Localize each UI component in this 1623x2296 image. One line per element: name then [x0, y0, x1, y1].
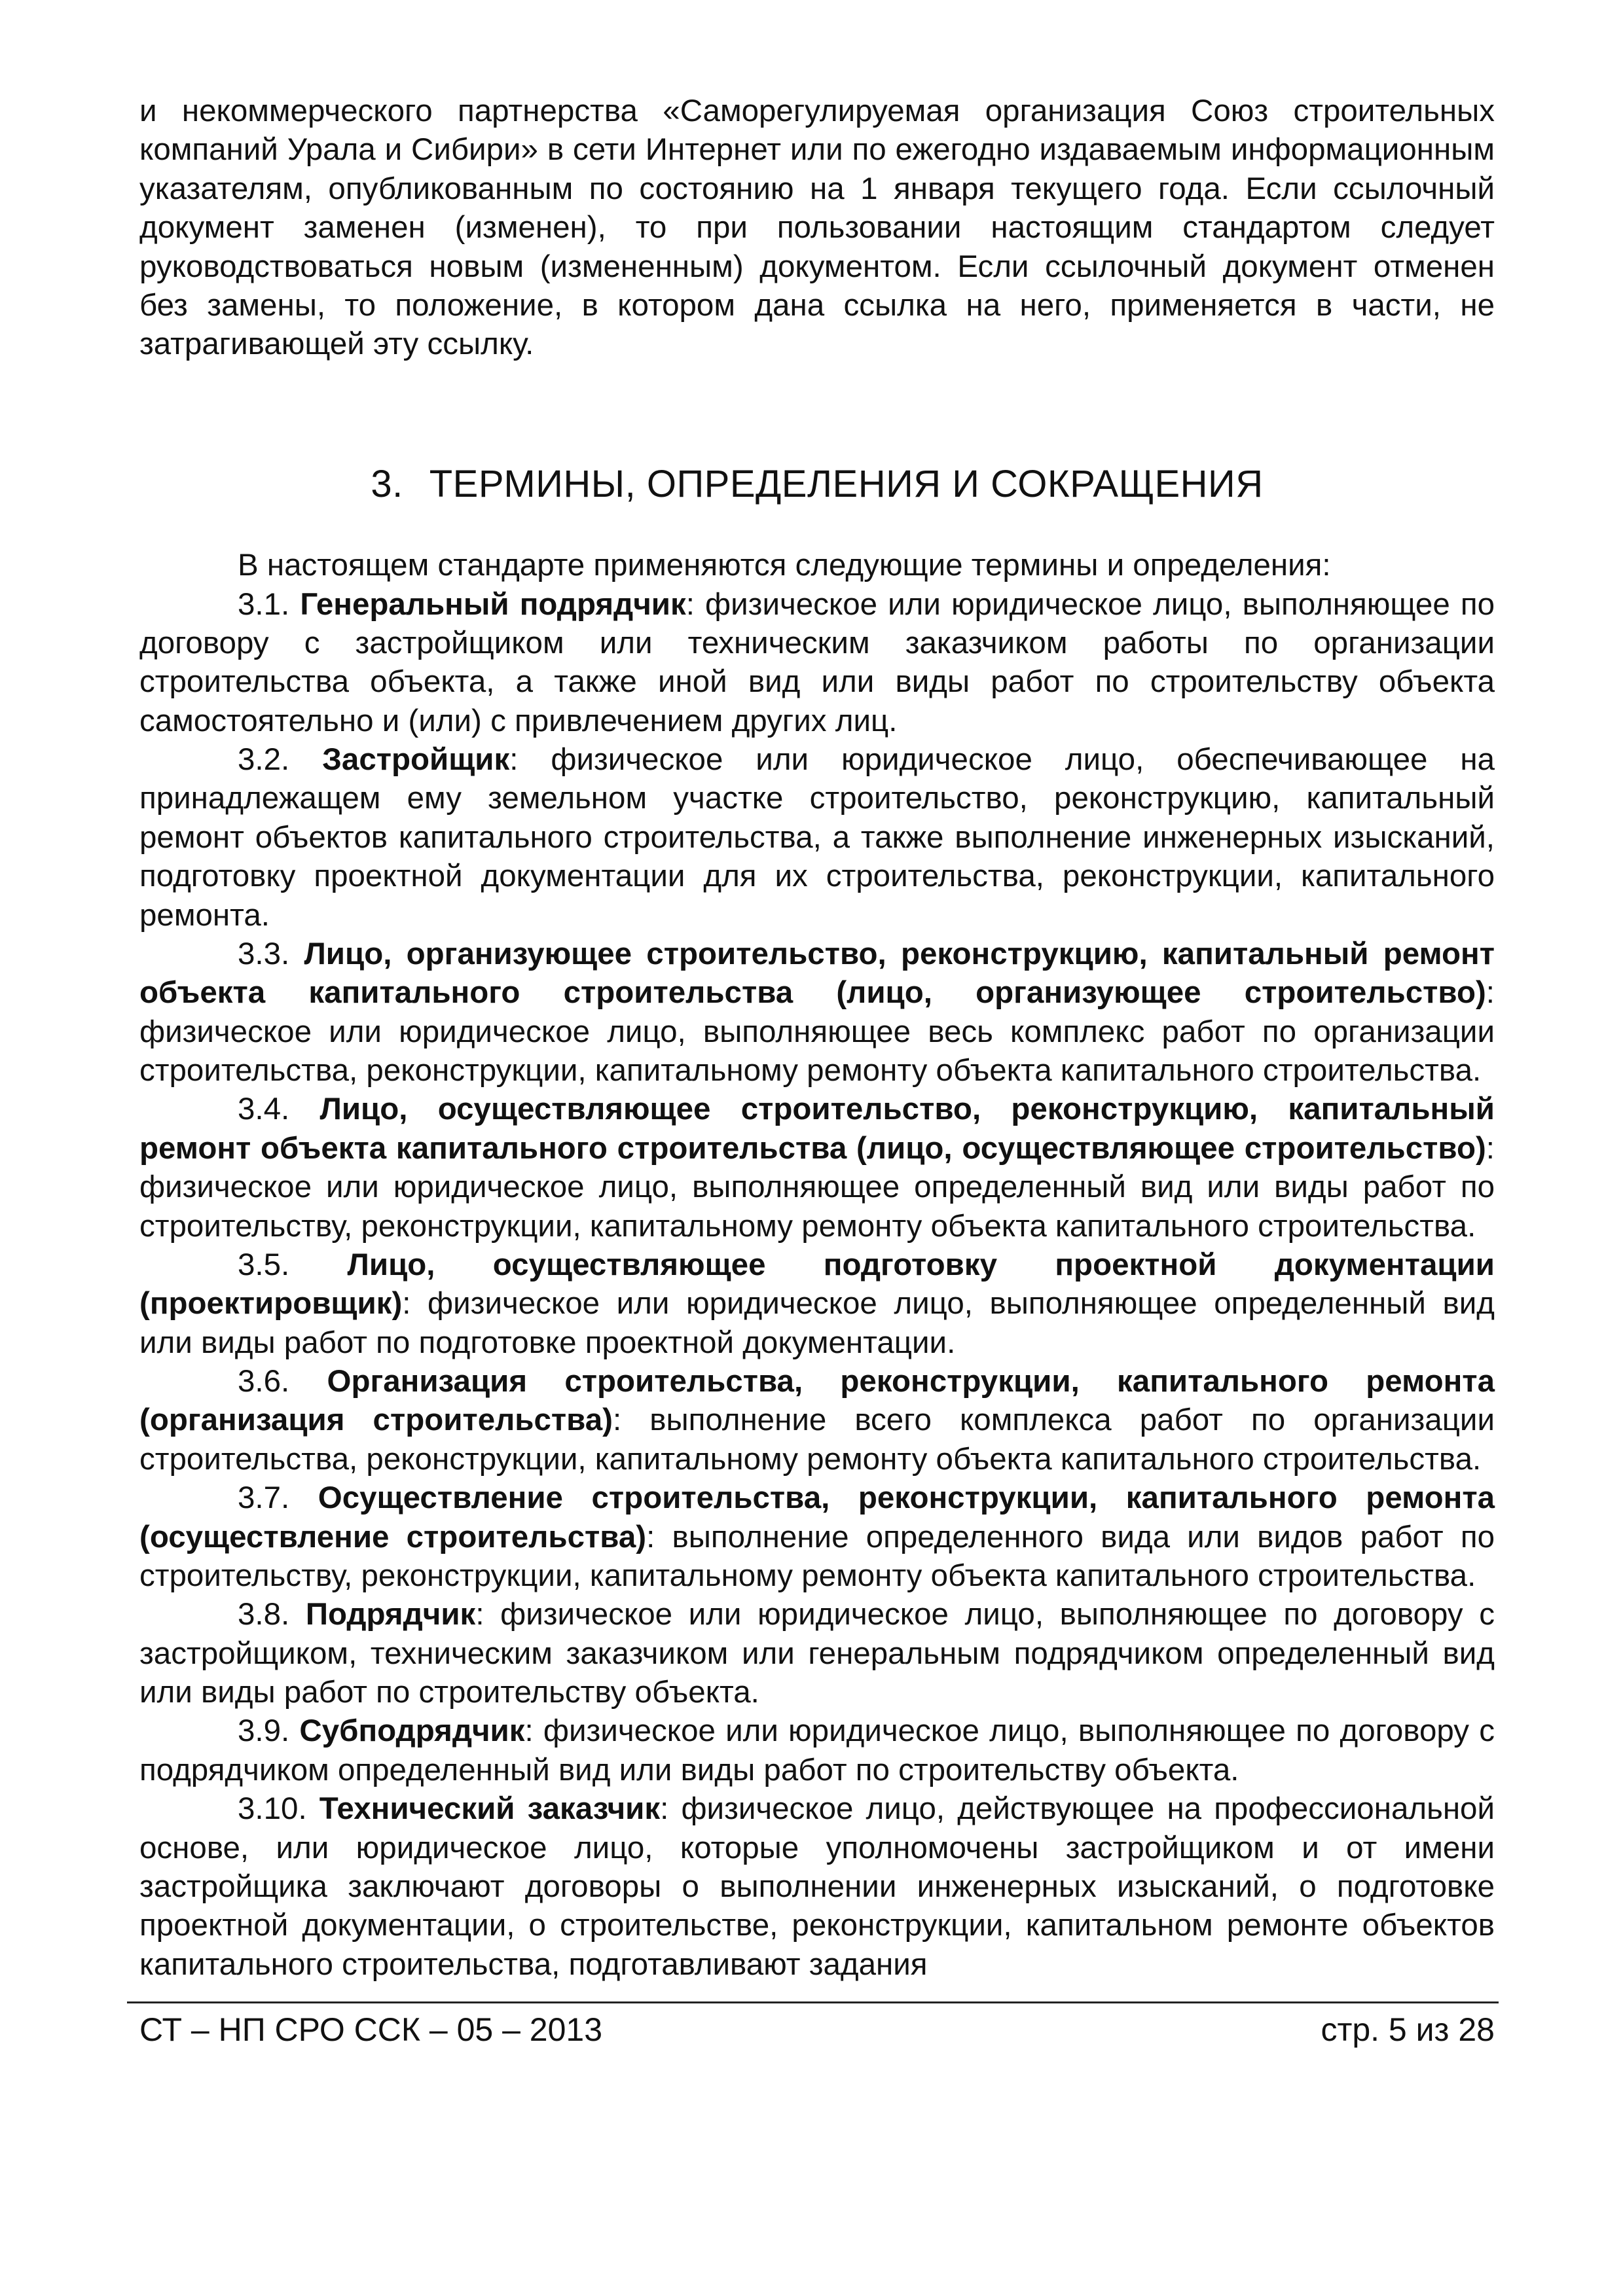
- term-item: [139, 935, 1495, 1090]
- term-item: [139, 1362, 1495, 1479]
- term-separator: :: [475, 1597, 484, 1632]
- term-item: [139, 1712, 1495, 1789]
- term-definition: физическое или юридическое лицо, выполняющее по договору с застройщиком, техническим заказчиком или генеральным подрядчиком определенный вид или виды работ по строительству объекта.: [139, 1597, 1495, 1710]
- term-separator: :: [509, 742, 519, 777]
- term-separator: :: [646, 1519, 655, 1554]
- term-item: [139, 1595, 1495, 1712]
- footer-divider: [127, 2001, 1499, 2003]
- term-separator: :: [612, 1403, 622, 1438]
- term-name: Лицо, осуществляющее подготовку проектной документации (проектировщик): [139, 1247, 1495, 1321]
- term-definition: физическое или юридическое лицо, обеспечивающее на принадлежащем ему земельном участке строительство, реконструкцию, капитальный ремонт объектов капитального строительства, а также выполнение инженерных изысканий, подготовку проектной документации для их строительства, реконструкции, капитального ремонта.: [139, 742, 1495, 933]
- term-separator: :: [660, 1791, 669, 1827]
- terms-list: [139, 585, 1495, 1984]
- intro-paragraph: и некоммерческого партнерства «Саморегулируемая организация Союз строительных компаний Урала и Сибири» в сети Интернет или по ежегодно издаваемым информационным указателям, опубликованным по состоянию на 1 января текущего года. Если ссылочный документ заменен (изменен), то при пользовании настоящим стандартом следует руководствоваться новым (измененным) документом. Если ссылочный документ отменен без замены, то положение, в котором дана ссылка на него, применяется в части, не затрагивающей эту ссылку.: [139, 94, 1495, 362]
- term-number: 3.6.: [238, 1364, 290, 1399]
- term-separator: :: [402, 1286, 411, 1321]
- term-number: 3.7.: [238, 1480, 290, 1516]
- term-name: Подрядчик: [305, 1597, 476, 1632]
- term-definition: физическое лицо, действующее на профессиональной основе, или юридическое лицо, которые уполномочены застройщиком и от имени застройщика заключают договоры о выполнении инженерных изысканий, о подготовке проектной документации, о строительстве, реконструкции, капитальном ремонте объектов капитального строительства, подготавливают задания: [139, 1791, 1495, 1982]
- term-number: 3.8.: [238, 1597, 290, 1632]
- term-item: [139, 1789, 1495, 1984]
- term-item: [139, 585, 1495, 741]
- section-lead: В настоящем стандарте применяются следующие термины и определения:: [238, 548, 1331, 583]
- term-item: [139, 1090, 1495, 1246]
- term-number: 3.4.: [238, 1092, 290, 1127]
- page-number: стр. 5 из 28: [1321, 2011, 1495, 2048]
- term-definition: физическое или юридическое лицо, выполняющее по договору с подрядчиком определенный вид или виды работ по строительству объекта.: [139, 1713, 1495, 1787]
- section-heading: [139, 461, 1495, 509]
- term-name: Застройщик: [322, 742, 510, 777]
- term-number: 3.10.: [238, 1791, 307, 1827]
- term-name: Субподрядчик: [299, 1713, 525, 1749]
- term-item: [139, 1479, 1495, 1595]
- term-number: 3.5.: [238, 1247, 290, 1282]
- term-definition: физическое или юридическое лицо, выполняющее определенный вид или виды работ по подготовке проектной документации.: [139, 1286, 1495, 1360]
- term-item: [139, 1246, 1495, 1362]
- document-code: СТ – НП СРО ССК – 05 – 2013: [139, 2011, 603, 2048]
- term-separator: :: [1486, 975, 1495, 1011]
- term-number: 3.2.: [238, 742, 290, 777]
- term-separator: :: [685, 586, 695, 622]
- term-definition: выполнение определенного вида или видов работ по строительству, реконструкции, капитальному ремонту объекта капитального строительства.: [139, 1519, 1495, 1593]
- term-number: 3.1.: [238, 586, 290, 622]
- term-number: 3.3.: [238, 936, 290, 971]
- term-name: Генеральный подрядчик: [300, 586, 686, 622]
- term-definition: физическое или юридическое лицо, выполняющее весь комплекс работ по организации строительства, реконструкции, капитальному ремонту объекта капитального строительства.: [139, 1014, 1495, 1088]
- term-name: Осуществление строительства, реконструкции, капитального ремонта (осуществление строительства): [139, 1480, 1495, 1554]
- term-name: Лицо, организующее строительство, реконструкцию, капитальный ремонт объекта капитального строительства (лицо, организующее строительство): [139, 936, 1495, 1011]
- page-content: [139, 92, 1495, 1984]
- term-separator: :: [524, 1713, 534, 1749]
- section-number: 3.: [371, 462, 403, 505]
- term-definition: физическое или юридическое лицо, выполняющее по договору с застройщиком или техническим заказчиком работы по организации строительства объекта, а также иной вид или виды работ по строительству объекта самостоятельно и (или) с привлечением других лиц.: [139, 586, 1495, 738]
- term-item: [139, 740, 1495, 935]
- section-title: ТЕРМИНЫ, ОПРЕДЕЛЕНИЯ И СОКРАЩЕНИЯ: [429, 462, 1264, 505]
- term-definition: физическое или юридическое лицо, выполняющее определенный вид или виды работ по строительству, реконструкции, капитальному ремонту объекта капитального строительства.: [139, 1170, 1495, 1244]
- term-number: 3.9.: [238, 1713, 290, 1749]
- page-footer: [139, 2011, 1495, 2049]
- term-name: Лицо, осуществляющее строительство, реконструкцию, капитальный ремонт объекта капитального строительства (лицо, осуществляющее строительство): [139, 1092, 1495, 1166]
- term-name: Организация строительства, реконструкции, капитального ремонта (организация строительства): [139, 1364, 1495, 1438]
- term-separator: :: [1486, 1130, 1495, 1166]
- term-name: Технический заказчик: [319, 1791, 661, 1827]
- term-definition: выполнение всего комплекса работ по организации строительства, реконструкции, капитальному ремонту объекта капитального строительства.: [139, 1403, 1495, 1477]
